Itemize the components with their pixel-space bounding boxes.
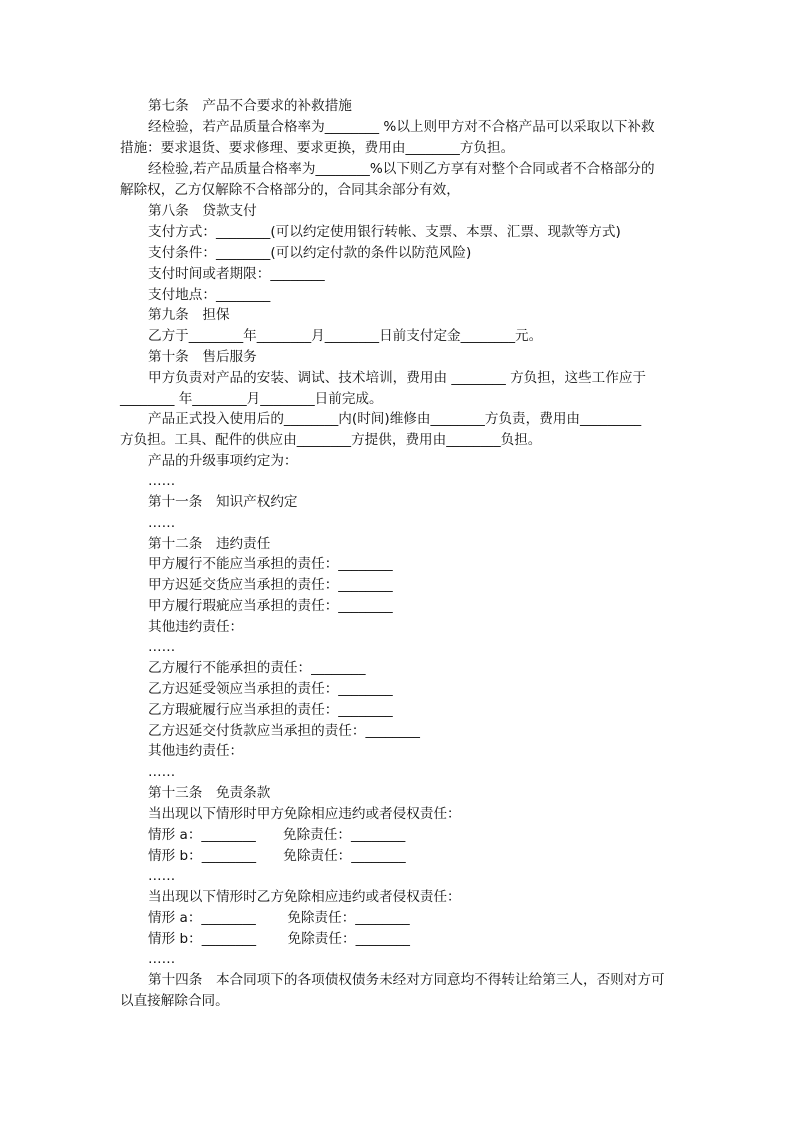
article-10-title: 第十条 售后服务 [148,349,257,365]
party-a-liability-3: 甲方履行瑕疵应当承担的责任：________ [148,598,393,614]
payment-condition: 支付条件：________(可以约定付款的条件以防范风险) [148,245,472,261]
party-b-other-liability: 其他违约责任： [148,743,244,759]
article-10-para1-line1: 甲方负责对产品的安装、调试、技术培训，费用由 ________ 方负担，这些工作应于 [148,370,647,386]
article-10-para2-line2: 方负担。工具、配件的供应由________方提供，费用由________负担。 [120,432,542,448]
ellipsis: …… [148,473,176,489]
party-b-liability-2: 乙方迟延受领应当承担的责任：________ [148,681,393,697]
ellipsis: …… [148,639,176,655]
party-a-exemption-b: 情形 b：________ 免除责任：________ [148,848,406,864]
party-a-other-liability: 其他违约责任： [148,619,244,635]
article-9-title: 第九条 担保 [148,307,230,323]
ellipsis: …… [148,764,176,780]
party-a-liability-1: 甲方履行不能应当承担的责任：________ [148,556,393,572]
party-b-liability-3: 乙方瑕疵履行应当承担的责任：________ [148,702,393,718]
party-b-exemption-intro: 当出现以下情形时乙方免除相应违约或者侵权责任： [148,889,461,905]
article-14-line2: 以直接解除合同。 [120,993,229,1009]
party-b-exemption-b: 情形 b：________ 免除责任：________ [148,931,410,947]
article-11-title: 第十一条 知识产权约定 [148,494,298,510]
payment-deadline: 支付时间或者期限：________ [148,266,325,282]
deposit-line: 乙方于________年________月________日前支付定金________元。 [148,328,543,344]
party-b-exemption-a: 情形 a：________ 免除责任：________ [148,910,410,926]
article-7-para2-line1: 经检验,若产品质量合格率为________%以下则乙方享有对整个合同或者不合格部分的 [148,161,655,177]
article-10-para1-line2: ________ 年________月________日前完成。 [120,391,383,407]
article-7-para1-line1: 经检验，若产品质量合格率为________ %以上则甲方对不合格产品可以采取以下补救 [148,119,655,135]
article-10-para2-line1: 产品正式投入使用后的________内(时间)维修由________方负责，费用由_________ [148,411,642,427]
ellipsis: …… [148,515,176,531]
party-b-liability-1: 乙方履行不能承担的责任：________ [148,660,366,676]
article-7-para2-line2: 解除权，乙方仅解除不合格部分的，合同其余部分有效， [120,182,460,198]
ellipsis: …… [148,868,176,884]
article-12-title: 第十二条 违约责任 [148,536,271,552]
party-b-liability-4: 乙方迟延交付货款应当承担的责任：________ [148,723,420,739]
article-7-title: 第七条 产品不合要求的补救措施 [148,98,352,114]
article-8-title: 第八条 贷款支付 [148,203,257,219]
payment-place: 支付地点：________ [148,287,271,303]
party-a-exemption-a: 情形 a：________ 免除责任：________ [148,827,406,843]
party-a-liability-2: 甲方迟延交货应当承担的责任：________ [148,577,393,593]
article-13-title: 第十三条 免责条款 [148,785,271,801]
party-a-exemption-intro: 当出现以下情形时甲方免除相应违约或者侵权责任： [148,806,461,822]
payment-method: 支付方式：________(可以约定使用银行转帐、支票、本票、汇票、现款等方式) [148,224,621,240]
article-14-line1: 第十四条 本合同项下的各项债权债务未经对方同意均不得转让给第三人，否则对方可 [148,972,665,988]
ellipsis: …… [148,951,176,967]
upgrade-line: 产品的升级事项约定为： [148,453,298,469]
article-7-para1-line2: 措施：要求退货、要求修理、要求更换，费用由________方负担。 [120,140,515,156]
